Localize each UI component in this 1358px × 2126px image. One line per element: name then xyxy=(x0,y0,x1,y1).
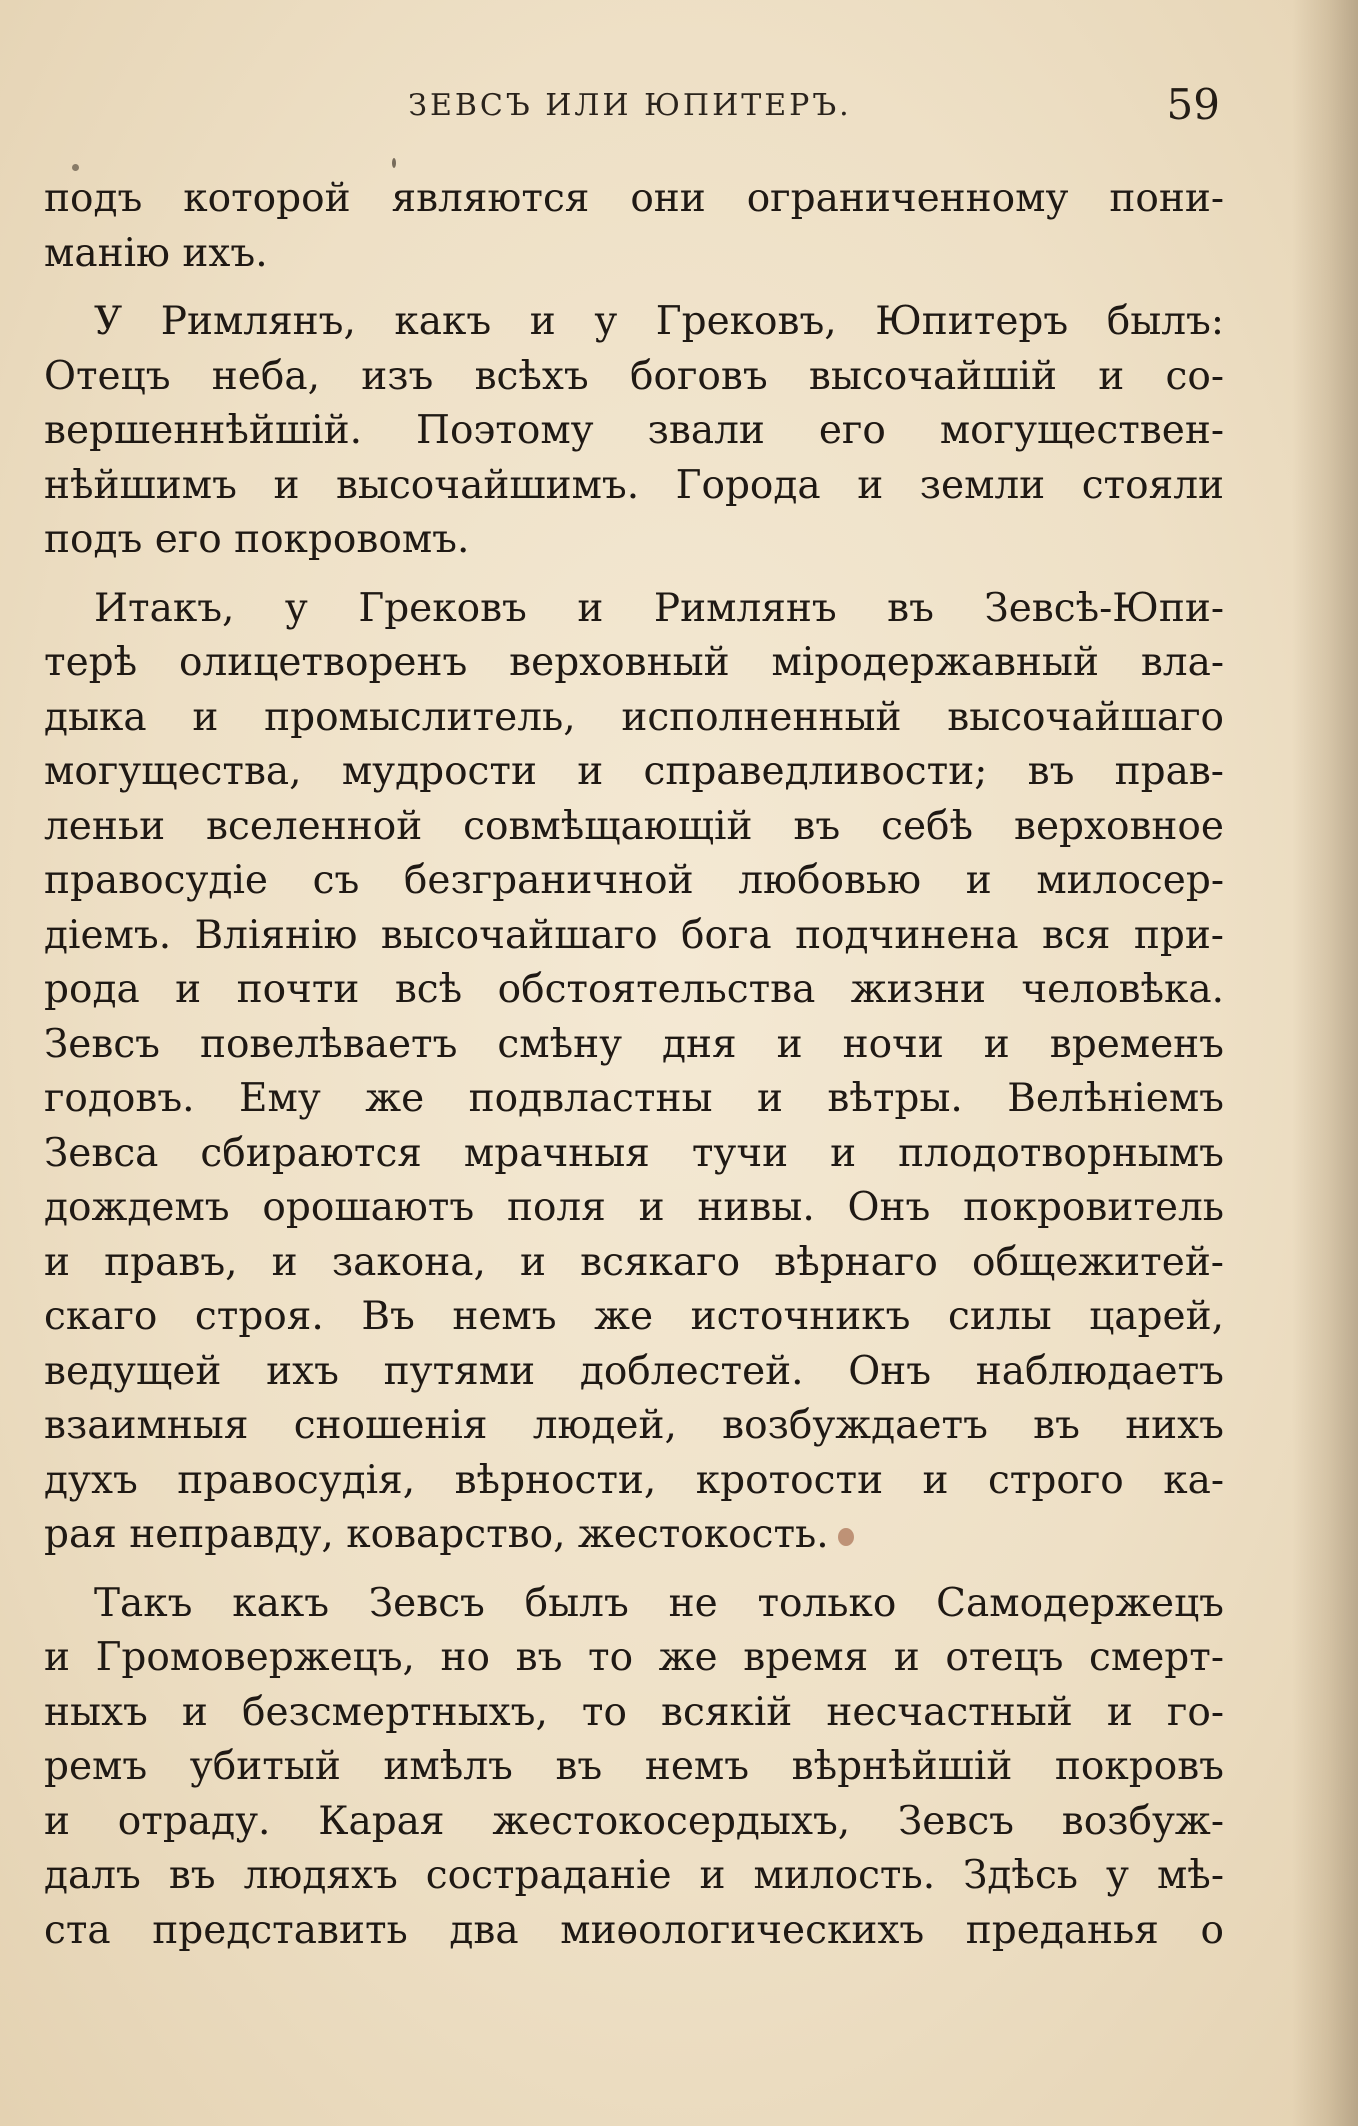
text-line: рода и почти всѣ обстоятельства жизни человѣка. xyxy=(44,967,1224,1012)
text-line: подъ которой являются они ограниченному пони- xyxy=(44,176,1224,221)
text-line: рая неправду, коварство, жестокость. xyxy=(44,1512,829,1557)
text-line: нѣйшимъ и высочайшимъ. Города и земли стояли xyxy=(44,462,1224,508)
page-number: 59 xyxy=(1166,80,1220,129)
text-line: дыка и промыслитель, исполненный высочайшаго xyxy=(44,694,1224,740)
text-line: Зевса сбираются мрачныя тучи и плодотворнымъ xyxy=(44,1130,1224,1176)
text-line: ведущей ихъ путями доблестей. Онъ наблюдаетъ xyxy=(44,1348,1224,1394)
text-line: дождемъ орошаютъ поля и нивы. Онъ покровитель xyxy=(44,1185,1224,1230)
paper-stain xyxy=(72,164,79,171)
body-text xyxy=(44,172,1224,1958)
text-line: годовъ. Ему же подвластны и вѣтры. Велѣніемъ xyxy=(44,1076,1224,1121)
text-line: правосудіе съ безграничной любовью и милосер- xyxy=(44,858,1224,903)
text-line: взаимныя сношенія людей, возбуждаетъ въ нихъ xyxy=(44,1403,1224,1448)
text-line: Такъ какъ Зевсъ былъ не только Самодержецъ xyxy=(94,1580,1224,1626)
text-line: и правъ, и закона, и всякаго вѣрнаго общежитей- xyxy=(44,1239,1224,1285)
text-line: Итакъ, у Грековъ и Римлянъ въ Зевсѣ-Юпи- xyxy=(94,585,1224,631)
text-line: ремъ убитый имѣлъ въ немъ вѣрнѣйшій покровъ xyxy=(44,1744,1224,1789)
page-gutter-shadow xyxy=(1292,0,1358,2126)
paper-stain xyxy=(838,1528,854,1546)
text-line: скаго строя. Въ немъ же источникъ силы царей, xyxy=(44,1294,1224,1339)
text-line: духъ правосудія, вѣрности, кротости и строго ка- xyxy=(44,1457,1224,1503)
text-line: далъ въ людяхъ состраданіе и милость. Здѣсь у мѣ- xyxy=(44,1853,1224,1898)
text-line: могущества, мудрости и справедливости; въ прав- xyxy=(44,749,1224,794)
text-line: Зевсъ повелѣваетъ смѣну дня и ночи и временъ xyxy=(44,1021,1224,1067)
text-line: діемъ. Вліянію высочайшаго бога подчинена вся при- xyxy=(44,912,1224,958)
text-line: подъ его покровомъ. xyxy=(44,517,470,562)
paper-stain xyxy=(392,158,396,168)
page-header xyxy=(40,80,1220,140)
running-title: ЗЕВСЪ ИЛИ ЮПИТЕРЪ. xyxy=(408,88,852,123)
text-line: терѣ олицетворенъ верховный міродержавный вла- xyxy=(44,640,1224,685)
text-line: вершеннѣйшій. Поэтому звали его могуществен- xyxy=(44,408,1224,453)
text-line: ста представить два миѳологическихъ преданья о xyxy=(44,1907,1224,1953)
text-line: и отраду. Карая жестокосердыхъ, Зевсъ возбуж- xyxy=(44,1798,1224,1844)
text-line: У Римлянъ, какъ и у Грековъ, Юпитеръ былъ: xyxy=(94,299,1224,344)
text-line: манію ихъ. xyxy=(44,230,268,276)
text-line: леньи вселенной совмѣщающій въ себѣ верховное xyxy=(44,803,1224,849)
text-line: Отецъ неба, изъ всѣхъ боговъ высочайшій и со- xyxy=(44,353,1224,399)
text-line: и Громовержецъ, но въ то же время и отецъ смерт- xyxy=(44,1635,1224,1680)
text-line: ныхъ и безсмертныхъ, то всякій несчастный и го- xyxy=(44,1689,1224,1735)
